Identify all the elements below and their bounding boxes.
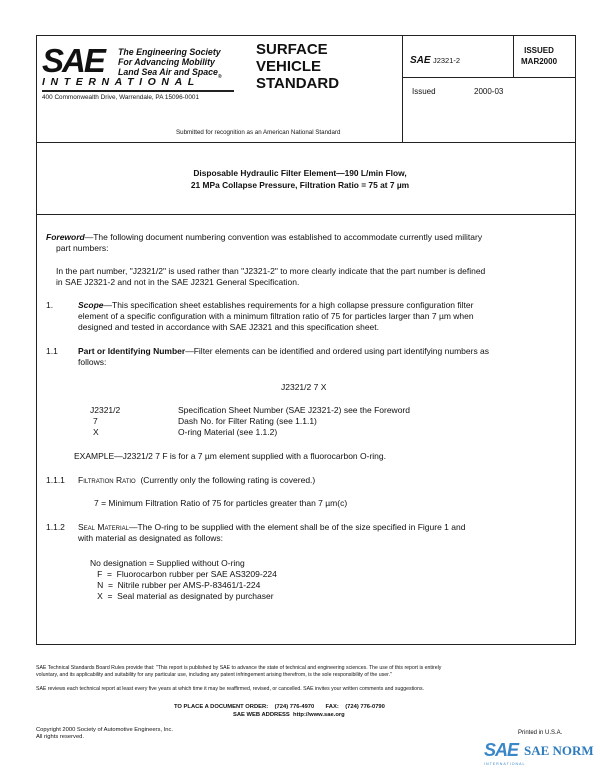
watermark-sub: INTERNATIONAL [484,762,526,766]
s111-item: 7 = Minimum Filtration Ratio of 75 for particles greater than 7 µm(c) [94,498,348,508]
fax-label: FAX: [325,704,339,710]
doc-number: J2321-2 [432,56,461,65]
web-url[interactable]: http://www.sae.org [293,712,345,718]
intl-underline [42,90,234,92]
example-line: EXAMPLE—J2321/2 7 F is for a 7 µm element supplied with a fluorocarbon O-ring. [74,451,386,461]
seal-option-2: F = Fluorocarbon rubber per SAE AS3209-224 [90,569,277,579]
tagline-line-2: For Advancing Mobility [118,57,215,67]
document-frame [36,35,576,645]
part-para-line-1: In the part number, "J2321/2" is used rather than "J2321-2" to more clearly indicate that the part number is defined [56,266,486,276]
issued-date: 2000-03 [474,87,504,96]
scope-heading: Scope [78,300,104,310]
scope-line-3: designed and tested in accordance with SAE J2321 and this specification sheet. [78,322,379,332]
legend-desc-3: O-ring Material (see 1.1.2) [178,427,278,437]
foreword-heading: Foreword [46,232,85,242]
header-bottom-rule [36,142,576,143]
address: 400 Commonwealth Drive, Warrendale, PA 15096-0001 [42,94,200,101]
doc-number-block [410,55,460,66]
standard-type-line-2: VEHICLE [256,58,322,75]
s11-text: —Filter elements can be identified and ordered using part identifying numbers as [185,346,490,356]
foreword-line-2: part numbers: [56,243,109,253]
s112-text: —The O-ring to be supplied with the element shall be of the size specified in Figure 1 and [129,522,466,532]
standard-type [256,41,339,92]
scope-text: —This specification sheet establishes requirements for a high collapse pressure configuration filter [103,300,474,310]
s11-line-1 [78,346,489,357]
s112-number: 1.1.2 [46,522,65,532]
s11-line-2: follows: [78,357,107,367]
seal-option-4: X = Seal material as designated by purchaser [90,591,274,601]
s111-number: 1.1.1 [46,475,65,485]
international-wordmark: INTERNATIONAL [42,76,200,88]
legend-code-2: 7 [93,416,98,426]
web-line [233,712,345,719]
seal-option-3: N = Nitrile rubber per AMS-P-83461/1-224 [90,580,261,590]
tagline-line-3: Land Sea Air and Space [118,67,218,77]
title-line-1: Disposable Hydraulic Filter Element—190 L/min Flow, [193,168,407,178]
order-label: TO PLACE A DOCUMENT ORDER: [174,704,269,710]
header-divider-2 [513,35,514,77]
title-bottom-rule [36,214,576,215]
copyright-line-1: Copyright 2000 Society of Automotive Engineers, Inc. [36,727,173,733]
status-block [521,45,557,67]
s111-heading: Filtration Ratio [78,475,136,485]
header-divider-1 [402,35,403,142]
printed-in: Printed in U.S.A. [518,730,563,736]
legend-desc-2: Dash No. for Filter Rating (see 1.1.1) [178,416,317,426]
legend-code-3: X [93,427,99,437]
foreword-line-1 [46,232,482,243]
title-line-2: 21 MPa Collapse Pressure, Filtration Ratio = 75 at 7 µm [190,180,410,190]
watermark-text: SAE NORM [524,743,594,758]
s111-text: (Currently only the following rating is covered.) [140,475,316,485]
copyright-line-2: All rights reserved. [36,734,85,740]
issued-label: Issued [412,87,436,96]
part-para-line-2: in SAE J2321-2 and not in the SAE J2321 General Specification. [56,277,300,287]
review-line: SAE reviews each technical report at least every five years at which time it may be reaffirmed, revised, or cancelled. SAE invites your written comments and suggestions. [36,686,424,692]
sae-logo: SAE [42,42,104,79]
foreword-text: —The following document numbering convention was established to accommodate currently used military [84,232,483,242]
s11-number: 1.1 [46,346,58,356]
scope-line-1 [78,300,473,311]
submitted-note: Submitted for recognition as an American National Standard [176,129,341,136]
fax-number: (724) 776-0790 [345,704,385,710]
standard-type-line-3: STANDARD [256,75,340,92]
s112-line-2: with material as designated as follows: [78,533,224,543]
doc-prefix: SAE [410,55,431,66]
s112-line-1 [78,522,465,533]
order-phone: (724) 776-4970 [274,704,315,710]
s112-heading: Seal Material [78,522,130,532]
scope-line-2: element of a specific configuration with a minimum filtration ratio of 75 for particles larger than 7 µm when [78,311,474,321]
header-inner-rule [402,77,576,78]
part-number-example: J2321/2 7 X [281,382,327,392]
s11-heading: Part or Identifying Number [78,346,186,356]
policy-line-1: SAE Technical Standards Board Rules provide that: "This report is published by SAE to advance the state of technical and engineering sciences. The use of this report is entirely [36,665,442,671]
legend-code-1: J2321/2 [90,405,121,415]
standard-type-line-1: SURFACE [256,41,328,58]
scope-number: 1. [46,300,54,310]
s111-line [78,475,315,486]
watermark-mark: SAE [484,740,519,760]
registered-mark: ® [217,73,222,80]
web-label: SAE WEB ADDRESS [233,712,290,718]
legend-desc-1: Specification Sheet Number (SAE J2321-2) see the Foreword [178,405,410,415]
order-line [174,704,385,711]
tagline-line-1: The Engineering Society [118,47,221,57]
policy-line-2: voluntary, and its applicability and suitability for any particular use, including any patent infringement arising therefrom, is the sole responsibility of the user." [36,672,392,678]
seal-option-1: No designation = Supplied without O-ring [90,558,245,568]
status-line-1: ISSUED [524,46,554,55]
status-line-2: MAR2000 [521,57,558,66]
